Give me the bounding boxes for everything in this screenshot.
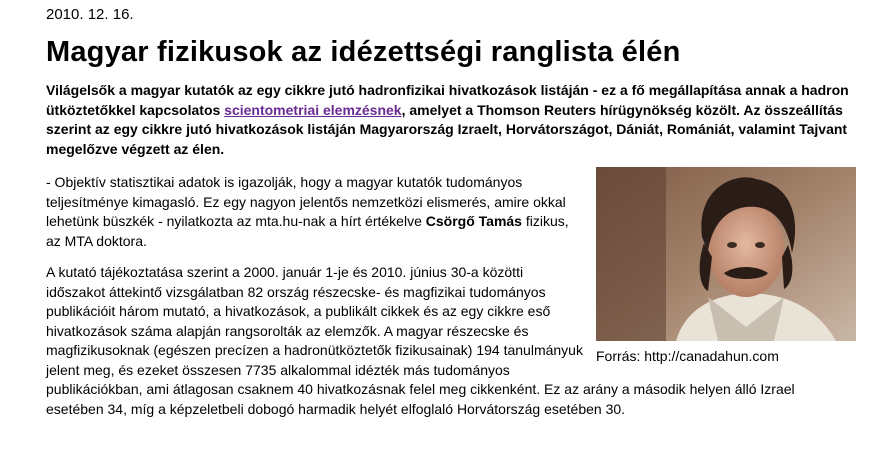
lead-text-after-link: , amelyet a Thomson Reuters hírügynökség közölt. Az összeállítás szerint az egy cikkre jutó hivatkozások listáján Magyarország Izraelt, Horvátországot, Dániát, Romániát, valamint Tajvant megelőzve végzett az élen. [46,101,848,157]
portrait-figure [596,167,856,365]
lead-text-before-link: Világelsők a magyar kutatók az egy cikkre jutó hadronfizikai hivatkozások listáján - ez a fő megállapítása annak a hadron ütköztetőkkel kapcsolatos [46,82,849,118]
article [46,0,856,431]
article-date: 2010. 12. 16. [46,6,134,23]
portrait-photo [596,167,856,341]
quote-text-before-name: - Objektív statisztikai adatok is igazolják, hogy a magyar kutatók tudományos teljesítménye kimagasló. Ez egy nagyon jelentős nemzetközi elismerés, amire okkal lehetünk büszkék - nyilatkozta az mta.hu-nak a hírt értékelve [46,174,566,229]
photo-caption: Forrás: http://canadahun.com [596,348,779,364]
article-body [46,173,856,419]
scientometric-analysis-link[interactable]: scientometriai elemzésnek [224,101,402,118]
quoted-person-name: Csörgő Tamás [425,213,522,229]
article-title: Magyar fizikusok az idézettségi ranglista élén [46,36,681,68]
article-lead [46,81,856,159]
quote-text-after-name: fizikus, az MTA doktora. [46,213,569,249]
study-paragraph: A kutató tájékoztatása szerint a 2000. január 1-je és 2010. június 30-a közötti időszakot áttekintő vizsgálatban 82 ország részecske- és magfizikai tudományos publikációit három mutató, a hivatkozások, a publikált cikkek és az egy cikkre eső hivatkozások száma alapján rangsorolták az elemzők. A magyar részecske és magfizikusoknak (egészen precízen a hadronütköztetők fizikusainak) 194 tanulmányuk jelent meg, és ezeket összesen 7735 alkalommal idézték más tudományos publikációkban, ami átlagosan csaknem 40 hivatkozásnak felel meg cikkenként. Ez az arány a második helyen álló Izrael esetében 34, míg a képzeletbeli dobogó harmadik helyét elfoglaló Horvátország esetében 30. [46,264,795,417]
